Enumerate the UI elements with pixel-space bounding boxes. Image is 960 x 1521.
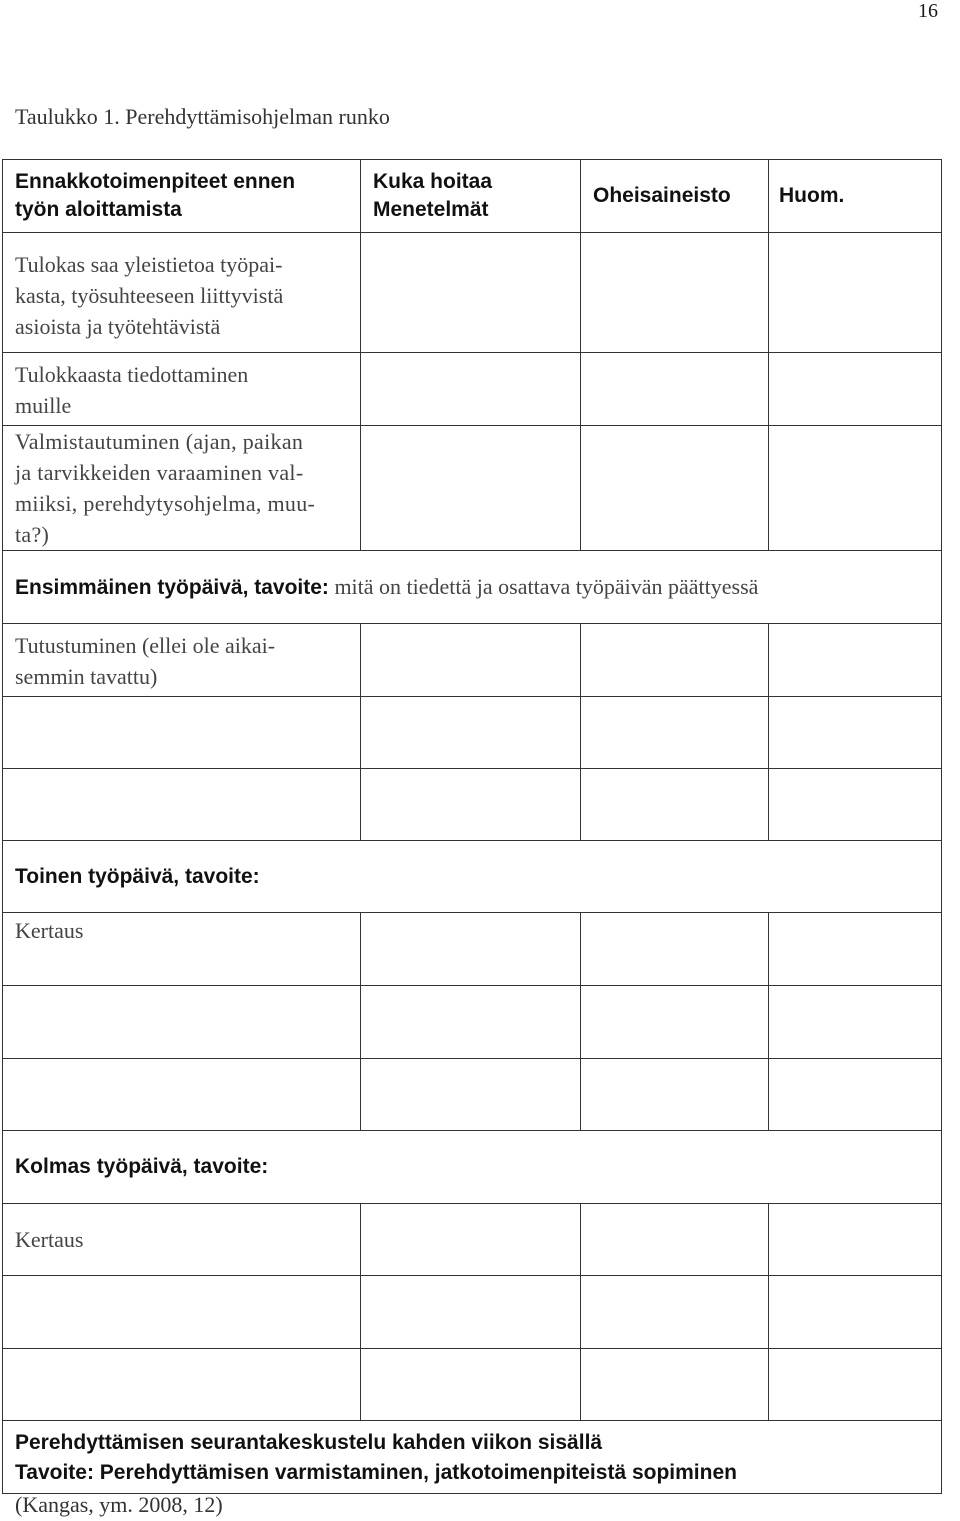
page-number: 16 [918,0,938,22]
day1-row-introduction [3,624,361,697]
empty-cell [3,1349,361,1421]
table-row [3,624,942,697]
followup-row [3,1421,942,1494]
table-caption: Taulukko 1. Perehdyttämisohjelman runko [15,104,390,129]
empty-cell [361,233,581,353]
empty-cell [361,624,581,697]
day2-title: Toinen työpäivä, tavoite: [3,841,942,913]
followup-cell [3,1421,942,1494]
empty-cell [769,986,942,1059]
empty-cell [581,353,769,426]
empty-cell [581,1059,769,1131]
section-header-row [3,841,942,913]
empty-cell [769,233,942,353]
empty-cell [769,769,942,841]
header-preparations-line1: Ennakkotoimenpiteet ennen [15,170,296,193]
empty-cell [361,1204,581,1276]
empty-cell [581,1204,769,1276]
empty-cell [581,913,769,986]
pre-row-general-info [3,233,361,353]
header-preparations [3,160,361,233]
source-citation: (Kangas, ym. 2008, 12) [15,1492,223,1517]
day1-title [3,551,942,624]
empty-cell [769,697,942,769]
day1-title-rest: mitä on tiedettä ja osattava työpäivän päättyessä [328,574,759,599]
table-row [3,986,942,1059]
pre-row-inform-others [3,353,361,426]
day3-title: Kolmas työpäivä, tavoite: [3,1131,942,1204]
header-materials: Oheisaineisto [581,160,769,233]
empty-cell [769,426,942,551]
followup-goal: Tavoite: Perehdyttämisen varmistaminen, jatkotoimenpiteistä sopiminen [15,1461,737,1484]
empty-cell [361,1349,581,1421]
pre-row-preparation [3,426,361,551]
empty-cell [769,913,942,986]
empty-cell [581,769,769,841]
text-line: miiksi, perehdytysohjelma, muu- [15,491,316,516]
header-notes: Huom. [769,160,942,233]
empty-cell [769,353,942,426]
header-responsible [361,160,581,233]
table-row [3,1204,942,1276]
day1-title-bold: Ensimmäinen työpäivä, tavoite: [15,576,329,599]
table-row [3,426,942,551]
text-line: Tulokkaasta tiedottaminen [15,362,249,387]
empty-cell [361,986,581,1059]
empty-cell [361,426,581,551]
text-line: muille [15,393,72,418]
empty-cell [361,1276,581,1349]
empty-cell [581,233,769,353]
empty-cell [361,353,581,426]
empty-cell [3,986,361,1059]
table-row [3,233,942,353]
text-line: kasta, työsuhteeseen liittyvistä [15,283,284,308]
empty-cell [3,769,361,841]
empty-cell [3,1276,361,1349]
empty-cell [361,1059,581,1131]
table-row [3,697,942,769]
empty-cell [581,697,769,769]
empty-cell [769,1276,942,1349]
empty-cell [3,697,361,769]
empty-cell [361,697,581,769]
text-line: asioista ja työtehtävistä [15,314,221,339]
empty-cell [769,1204,942,1276]
header-responsible-line2: Menetelmät [373,198,489,221]
table-row [3,913,942,986]
empty-cell [581,624,769,697]
empty-cell [769,1349,942,1421]
empty-cell [361,913,581,986]
section-header-row [3,551,942,624]
empty-cell [3,1059,361,1131]
text-line: Valmistautuminen (ajan, paikan [15,429,304,454]
orientation-plan-table [2,159,942,1494]
empty-cell [581,1276,769,1349]
table-row [3,1276,942,1349]
text-line: Tulokas saa yleistietoa työpai- [15,252,283,277]
empty-cell [769,1059,942,1131]
table-header-row [3,160,942,233]
text-line: semmin tavattu) [15,664,158,689]
text-line: Tutustuminen (ellei ole aikai- [15,633,276,658]
day2-row-review: Kertaus [3,913,361,986]
empty-cell [581,986,769,1059]
text-line: ja tarvikkeiden varaaminen val- [15,460,304,485]
table-row [3,1349,942,1421]
empty-cell [581,426,769,551]
day3-row-review: Kertaus [3,1204,361,1276]
table-row [3,1059,942,1131]
empty-cell [361,769,581,841]
header-responsible-line1: Kuka hoitaa [373,170,493,193]
text-line: ta?) [15,522,50,547]
table-row [3,353,942,426]
header-preparations-line2: työn aloittamista [15,198,182,221]
followup-title: Perehdyttämisen seurantakeskustelu kahden viikon sisällä [15,1431,603,1454]
table-row [3,769,942,841]
empty-cell [769,624,942,697]
section-header-row [3,1131,942,1204]
empty-cell [581,1349,769,1421]
